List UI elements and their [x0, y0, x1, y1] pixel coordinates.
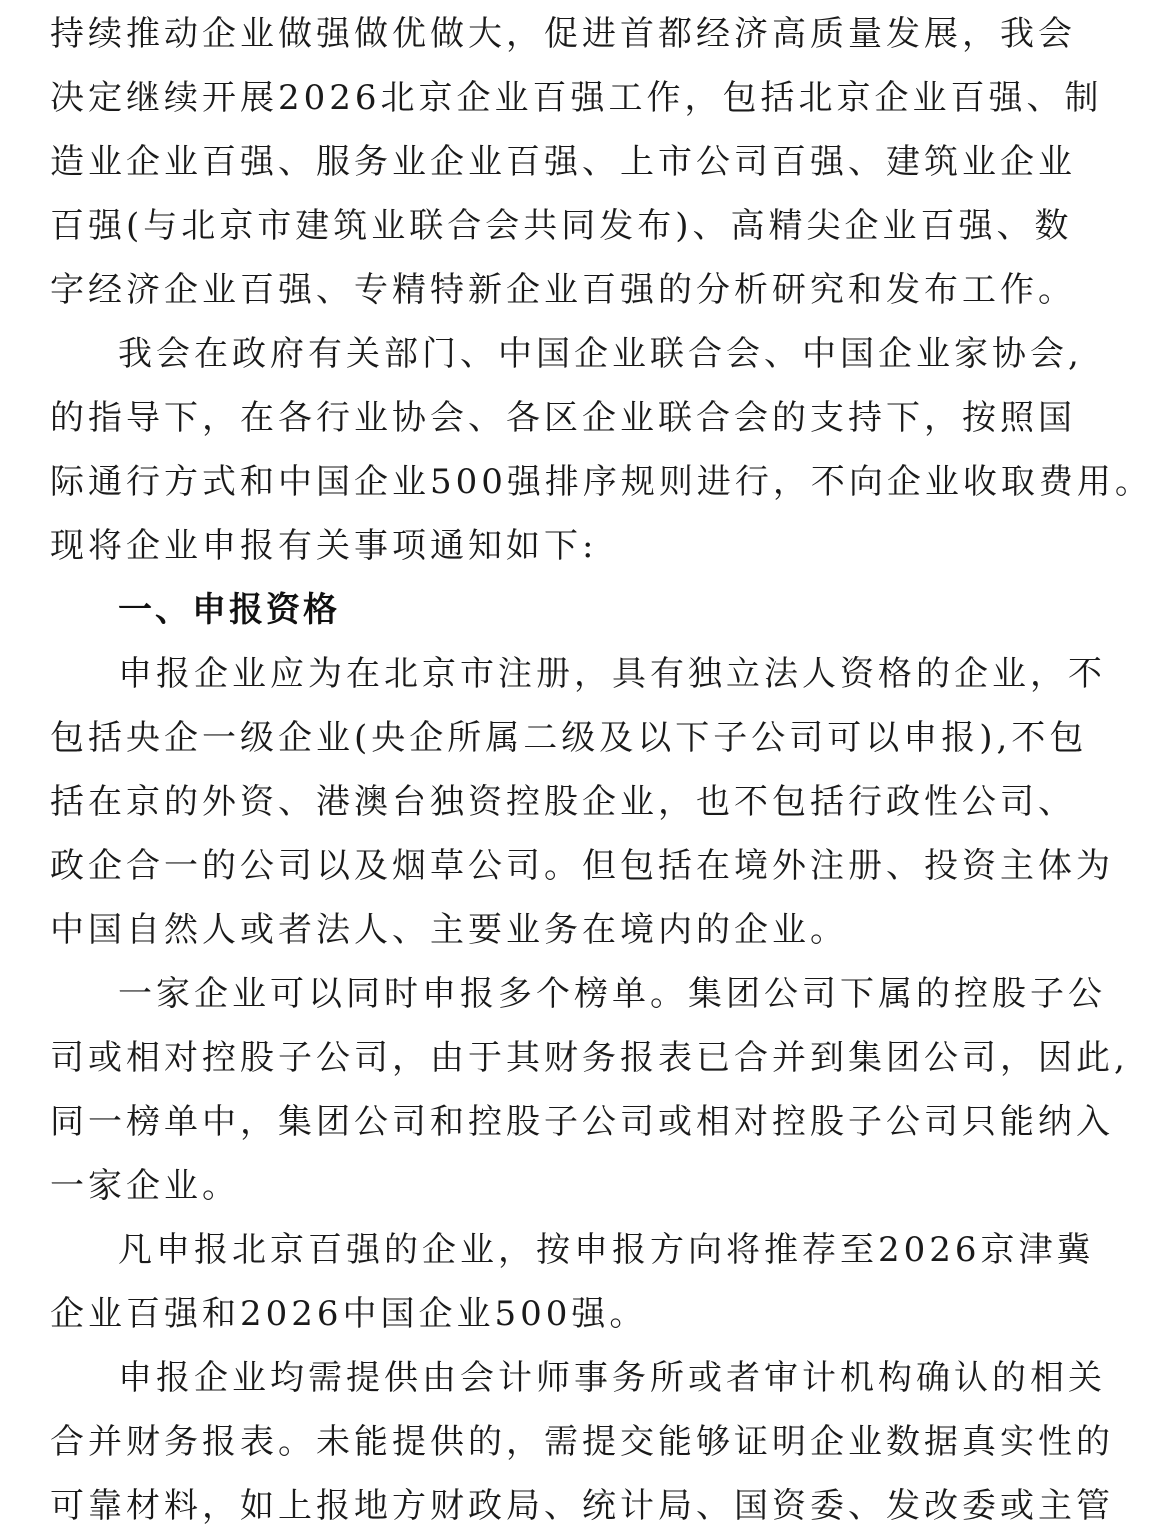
paragraph-1-line-1: 持续推动企业做强做优做大，促进首都经济高质量发展，我会: [50, 14, 1076, 54]
paragraph-4-line-1: 一家企业可以同时申报多个榜单。集团公司下属的控股子公: [118, 974, 1106, 1014]
paragraph-3-line-2: 包括央企一级企业(央企所属二级及以下子公司可以申报),不包: [50, 718, 1088, 758]
paragraph-3-line-1: 申报企业应为在北京市注册，具有独立法人资格的企业，不: [118, 654, 1106, 694]
paragraph-3-line-5: 中国自然人或者法人、主要业务在境内的企业。: [50, 910, 848, 950]
paragraph-2-line-2: 的指导下，在各行业协会、各区企业联合会的支持下，按照国: [50, 398, 1076, 438]
paragraph-1-line-3: 造业企业百强、服务业企业百强、上市公司百强、建筑业企业: [50, 142, 1076, 182]
paragraph-1-line-4: 百强(与北京市建筑业联合会共同发布)、高精尖企业百强、数: [50, 206, 1073, 246]
paragraph-5-line-2: 企业百强和2026中国企业500强。: [50, 1294, 648, 1334]
paragraph-4-line-3: 同一榜单中，集团公司和控股子公司或相对控股子公司只能纳入: [50, 1102, 1114, 1142]
paragraph-2-line-3: 际通行方式和中国企业500强排序规则进行，不向企业收取费用。: [50, 462, 1153, 502]
paragraph-4-line-4: 一家企业。: [50, 1166, 240, 1206]
paragraph-3-line-3: 括在京的外资、港澳台独资控股企业，也不包括行政性公司、: [50, 782, 1076, 822]
paragraph-2-line-1: 我会在政府有关部门、中国企业联合会、中国企业家协会,: [118, 334, 1083, 374]
paragraph-3-line-4: 政企合一的公司以及烟草公司。但包括在境外注册、投资主体为: [50, 846, 1114, 886]
paragraph-1-line-5: 字经济企业百强、专精特新企业百强的分析研究和发布工作。: [50, 270, 1076, 310]
paragraph-2-line-4: 现将企业申报有关事项通知如下:: [50, 526, 598, 566]
paragraph-6-line-2: 合并财务报表。未能提供的，需提交能够证明企业数据真实性的: [50, 1422, 1114, 1462]
paragraph-4-line-2: 司或相对控股子公司，由于其财务报表已合并到集团公司，因此,: [50, 1038, 1129, 1078]
paragraph-5-line-1: 凡申报北京百强的企业，按申报方向将推荐至2026京津冀: [118, 1230, 1095, 1270]
paragraph-6-line-1: 申报企业均需提供由会计师事务所或者审计机构确认的相关: [118, 1358, 1106, 1398]
paragraph-6-line-3: 可靠材料，如上报地方财政局、统计局、国资委、发改委或主管: [50, 1486, 1114, 1526]
section-heading-eligibility: 一、申报资格: [118, 590, 340, 630]
paragraph-1-line-2: 决定继续开展2026北京企业百强工作，包括北京企业百强、制: [50, 78, 1103, 118]
